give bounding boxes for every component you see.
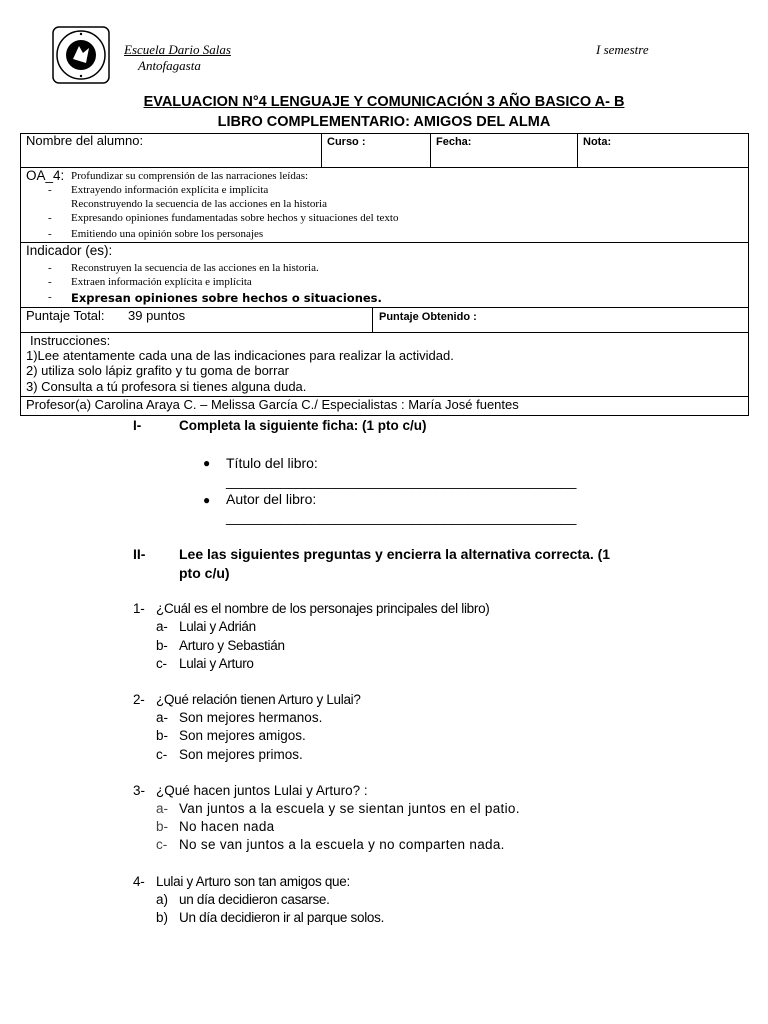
date-label: Fecha: bbox=[436, 136, 472, 148]
question-number: 1- bbox=[133, 601, 145, 616]
option-b[interactable]: Un día decidieron ir al parque solos. bbox=[179, 910, 385, 925]
exam-title: EVALUACION N°4 LENGUAJE Y COMUNICACIÓN 3 AÑO BASICO A- B bbox=[143, 94, 625, 110]
obtained-score-label: Puntaje Obtenido : bbox=[379, 311, 477, 323]
option-key: c- bbox=[156, 747, 168, 762]
oa-item: Extrayendo información explícita e implícita bbox=[71, 184, 269, 196]
oa-dash: - bbox=[48, 228, 52, 240]
option-a[interactable]: Lulai y Adrián bbox=[179, 619, 256, 634]
instruction-item: 1)Lee atentamente cada una de las indicaciones para realizar la actividad. bbox=[26, 348, 454, 363]
section1-number: I- bbox=[133, 418, 142, 433]
question-text: Lulai y Arturo son tan amigos que: bbox=[156, 874, 350, 889]
oa-label: OA_4: bbox=[26, 168, 65, 183]
oa-text: Profundizar su comprensión de las narraciones leídas: bbox=[71, 170, 309, 182]
student-name-label: Nombre del alumno: bbox=[26, 133, 144, 148]
indicator-item: Expresan opiniones sobre hechos o situaciones. bbox=[71, 291, 382, 305]
indicator-dash: - bbox=[48, 276, 52, 288]
question-number: 4- bbox=[133, 874, 145, 889]
school-name: Escuela Dario Salas bbox=[124, 42, 231, 57]
option-key: c- bbox=[156, 656, 167, 671]
option-c[interactable]: No se van juntos a la escuela y no comparten nada. bbox=[179, 837, 505, 852]
section2-heading-cont: pto c/u) bbox=[179, 565, 230, 581]
option-b[interactable]: No hacen nada bbox=[179, 819, 275, 834]
total-score-value: 39 puntos bbox=[128, 308, 186, 323]
option-a[interactable]: Van juntos a la escuela y se sientan juntos en el patio. bbox=[179, 801, 520, 816]
book-author-label: Autor del libro: bbox=[226, 491, 317, 507]
teachers-text: Profesor(a) Carolina Araya C. – Melissa García C./ Especialistas : María José fuentes bbox=[26, 397, 519, 412]
grade-label: Nota: bbox=[583, 136, 612, 148]
semester: I semestre bbox=[596, 42, 649, 57]
option-a[interactable]: Son mejores hermanos. bbox=[179, 710, 323, 725]
school-logo bbox=[52, 26, 110, 84]
bullet-icon: ● bbox=[203, 456, 211, 470]
option-b[interactable]: Son mejores amigos. bbox=[179, 728, 306, 743]
oa-dash: - bbox=[48, 212, 52, 224]
oa-item: Reconstruyendo la secuencia de las acciones en la historia bbox=[71, 198, 327, 210]
indicator-item: Extraen información explícita e implícita bbox=[71, 276, 252, 288]
course-label: Curso : bbox=[327, 136, 366, 148]
oa-item: Emitiendo una opinión sobre los personajes bbox=[71, 228, 264, 240]
question-number: 3- bbox=[133, 783, 146, 798]
option-key: a- bbox=[156, 710, 169, 725]
indicator-item: Reconstruyen la secuencia de las acciones en la historia. bbox=[71, 262, 319, 274]
option-key: a- bbox=[156, 801, 169, 816]
question-text: ¿Qué hacen juntos Lulai y Arturo? : bbox=[156, 783, 368, 798]
instructions-label: Instrucciones: bbox=[30, 333, 111, 348]
book-title: LIBRO COMPLEMENTARIO: AMIGOS DEL ALMA bbox=[217, 114, 551, 130]
option-key: a) bbox=[156, 892, 169, 907]
book-title-label: Título del libro: bbox=[226, 455, 318, 471]
book-author-line[interactable]: _____________________________________________ bbox=[226, 509, 577, 525]
option-c[interactable]: Lulai y Arturo bbox=[179, 656, 254, 671]
option-key: b) bbox=[156, 910, 169, 925]
indicator-dash: - bbox=[48, 262, 52, 274]
option-b[interactable]: Arturo y Sebastián bbox=[179, 638, 285, 653]
option-a[interactable]: un día decidieron casarse. bbox=[179, 892, 330, 907]
bullet-icon: ● bbox=[203, 493, 211, 507]
indicator-dash: - bbox=[48, 291, 52, 303]
option-key: b- bbox=[156, 819, 169, 834]
school-city: Antofagasta bbox=[138, 58, 201, 73]
question-text: ¿Cuál es el nombre de los personajes principales del libro) bbox=[156, 601, 490, 616]
total-score-label: Puntaje Total: bbox=[26, 308, 105, 323]
option-c[interactable]: Son mejores primos. bbox=[179, 747, 303, 762]
oa-dash: - bbox=[48, 184, 52, 196]
section2-heading: Lee las siguientes preguntas y encierra la alternativa correcta. (1 bbox=[179, 546, 611, 562]
section1-heading: Completa la siguiente ficha: (1 pto c/u) bbox=[179, 418, 427, 433]
instruction-item: 3) Consulta a tú profesora si tienes alguna duda. bbox=[26, 379, 307, 394]
option-key: b- bbox=[156, 728, 169, 743]
option-key: c- bbox=[156, 837, 168, 852]
option-key: a- bbox=[156, 619, 168, 634]
instruction-item: 2) utiliza solo lápiz grafito y tu goma de borrar bbox=[26, 363, 290, 378]
question-text: ¿Qué relación tienen Arturo y Lulai? bbox=[156, 692, 361, 707]
option-key: b- bbox=[156, 638, 168, 653]
question-number: 2- bbox=[133, 692, 145, 707]
indicator-label: Indicador (es): bbox=[26, 243, 113, 258]
book-title-line[interactable]: _____________________________________________ bbox=[226, 473, 577, 489]
oa-item: Expresando opiniones fundamentadas sobre hechos y situaciones del texto bbox=[71, 212, 399, 224]
section2-number: II- bbox=[133, 546, 146, 562]
